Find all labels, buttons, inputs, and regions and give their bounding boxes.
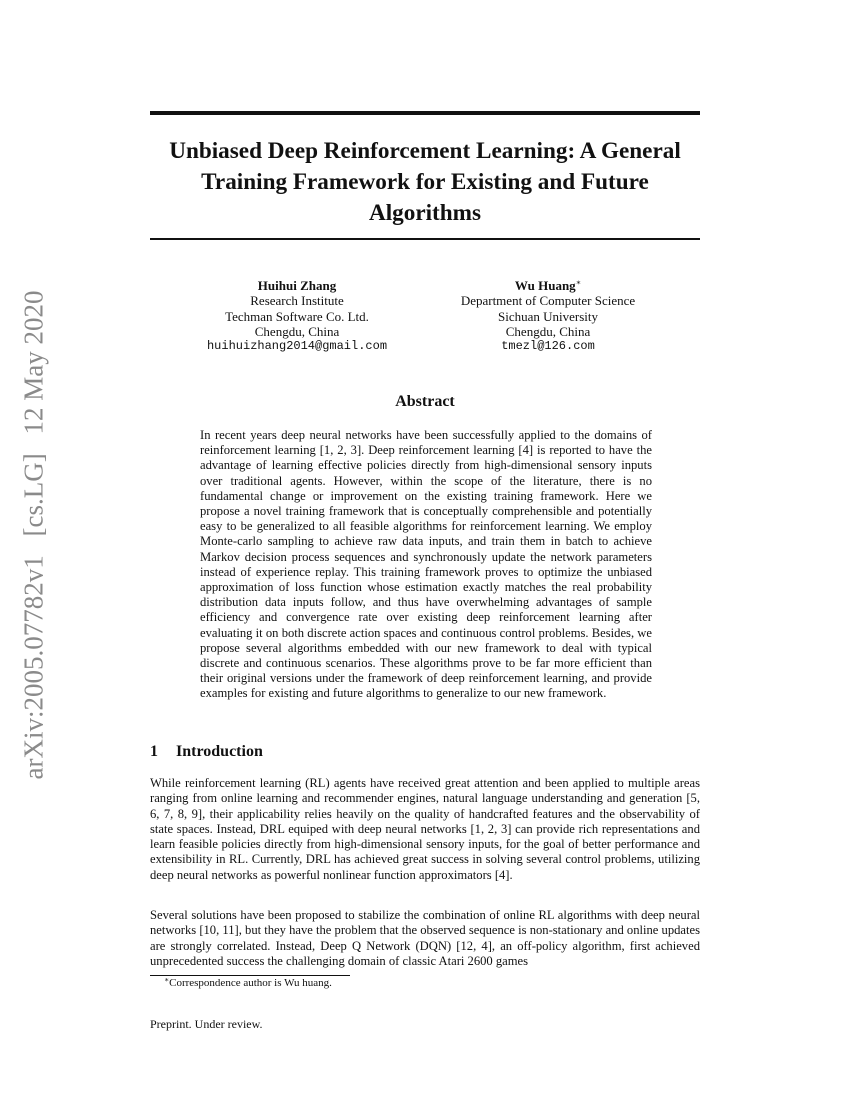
arxiv-category: [cs.LG] [18,453,49,537]
footnote-marker: ∗ [164,975,170,984]
author-organization: Techman Software Co. Ltd. [225,308,369,324]
author-affiliation: Research Institute [250,293,344,309]
footnote [164,977,332,989]
arxiv-stamp [19,285,50,786]
arxiv-id: arXiv:2005.07782v1 [18,555,49,780]
intro-paragraph: Several solutions have been proposed to stabilize the combination of online RL algorithms with deep neural networks [10, 11], but they have the problem that the observed sequence is non-stationary and online updates are strongly correlated. Instead, Deep Q Network (DQN) [12, 4], an off-policy algorithm, first achieved unprecedented success the challenging domain of classic Atari 2600 games [150,908,701,968]
author-location: Chengdu, China [254,323,340,339]
author-name: Wu Huang∗ [514,278,582,293]
title-rule-top [150,111,700,115]
author-name: Huihui Zhang [257,278,337,293]
section-heading [150,743,263,761]
author-block [448,278,648,354]
author-footnote-marker: ∗ [575,278,582,287]
title-rule-bottom [150,238,700,240]
arxiv-date: 12 May 2020 [18,290,49,435]
preprint-note: Preprint. Under review. [150,1017,263,1031]
footnote-rule [150,975,350,976]
author-affiliation: Department of Computer Science [460,293,636,309]
abstract-text: In recent years deep neural networks have been successfully applied to the domains of reinforcement learning [1, 2, 3]. Deep reinforcement learning [4] is reported to have the advantage of learning effective policies directly from high-dimensional sensory inputs over traditional agents. However, within the scope of the literature, there is no fundamental change or improvement on the existing training framework. Here we propose a novel training framework that is conceptually comprehensible and potentially easy to be generalized to all feasible algorithms for reinforcement learning. We employ Monte-carlo sampling to achieve raw data inputs, and train them in batch to achieve Markov decision process sequences and synchronously update the network parameters instead of experience replay. This training framework proves to optimize the unbiased approximation of loss function whose estimation exactly matches the real probability distribution data inputs follow, and thus have overwhelming advantages of sample efficiency and convergence rate over existing deep reinforcement learning after evaluating it on both discrete action spaces and continuous control problems. Besides, we propose several algorithms embedded with our new framework to deal with typical discrete and continuous scenarios. These algorithms prove to be far more efficient than their original versions under the framework of deep reinforcement learning, and provide examples for existing and future algorithms to generalize to our new framework. [200,428,652,701]
author-email: huihuizhang2014@gmail.com [206,339,388,354]
author-email: tmezl@126.com [501,339,595,354]
section-number: 1 [150,743,158,760]
paper-title: Unbiased Deep Reinforcement Learning: A General Training Framework for Existing and Future Algorithms [169,138,681,226]
abstract-heading: Abstract [395,393,455,410]
footnote-text: Correspondence author is Wu huang. [169,977,332,989]
intro-paragraph: While reinforcement learning (RL) agents have received great attention and been applied to multiple areas ranging from online learning and recommender engines, natural language understanding and generation [5, 6, 7, 8, 9], their applicability relies heavily on the quality of handcrafted features and the observability of state spaces. Instead, DRL equiped with deep neural networks [1, 2, 3] can provide rich representations and learn feasible policies directly from high-dimensional sensory inputs, for the goal of better performance and extensibility in RL. Currently, DRL has achieved great success in solving several control problems, utilizing deep neural networks as powerful nonlinear function approximators [4]. [150,776,700,882]
section-title: Introduction [176,743,263,760]
author-block [197,278,397,354]
author-organization: Sichuan University [497,308,598,324]
author-location: Chengdu, China [505,323,591,339]
